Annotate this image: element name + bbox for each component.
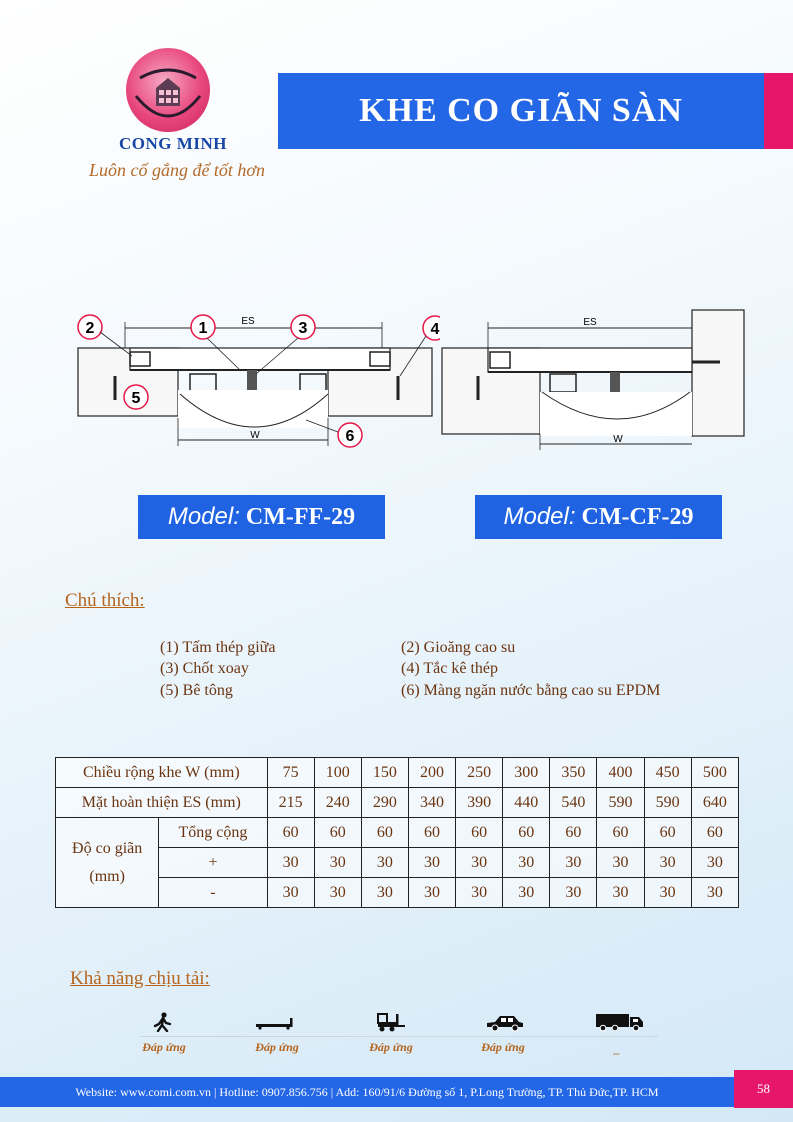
row-label: Chiều rộng khe W (mm): [56, 758, 268, 788]
forklift-icon: [376, 1012, 406, 1032]
trolley-icon: [256, 1016, 302, 1030]
svg-text:6: 6: [345, 428, 355, 445]
row-label: Tổng cộng: [159, 818, 267, 848]
model-cm-cf-29: [475, 495, 722, 539]
spec-table: [55, 757, 739, 908]
concrete-wall: [692, 310, 744, 436]
svg-text:4: 4: [430, 321, 440, 338]
note-item: (4) Tắc kê thép: [401, 660, 498, 677]
car-icon: [485, 1014, 525, 1032]
table-row-total: Độ co giãn (mm) Tổng cộng 60 60 60 60 60 60 60 60 60 60: [56, 818, 739, 848]
load-label-car: Đáp ứng: [481, 1040, 525, 1054]
note-item: (6) Màng ngăn nước bằng cao su EPDM: [401, 682, 661, 699]
load-heading: Khả năng chịu tải:: [70, 968, 210, 989]
pedestrian-icon: [152, 1012, 174, 1032]
note-item: (3) Chốt xoay: [160, 660, 249, 677]
brand-slogan: Luôn cố gắng để tốt hơn: [88, 160, 266, 180]
table-row-plus: + 30 30 30 30 30 30 30 30 30 30: [56, 848, 739, 878]
diagram-cm-cf-29: [438, 306, 748, 456]
title-accent: [764, 73, 793, 149]
note-item: (5) Bê tông: [160, 682, 233, 699]
svg-text:5: 5: [131, 390, 141, 407]
diagram-cm-ff-29: [70, 300, 440, 460]
logo-emblem-icon: [126, 48, 210, 132]
group-label: Độ co giãn (mm): [56, 818, 159, 908]
load-divider: [140, 1036, 658, 1037]
footer-contact: Website: www.comi.com.vn | Hotline: 0907.856.756 | Add: 160/91/6 Đường số 1, P.Long Trường, TP. Thủ Đức,TP. HCM: [0, 1077, 734, 1107]
es-dimension-label: ES: [241, 316, 255, 327]
cover-plate: [488, 348, 692, 372]
load-label-forklift: Đáp ứng: [369, 1040, 413, 1054]
callout-5: [124, 385, 148, 409]
truck-icon: [595, 1012, 645, 1032]
model-cm-ff-29: [138, 495, 385, 539]
w-dimension-label: W: [250, 430, 260, 441]
note-item: (1) Tấm thép giữa: [160, 639, 276, 656]
es-dimension-label: ES: [583, 317, 597, 328]
cover-plate: [130, 348, 390, 370]
note-item: (2) Gioăng cao su: [401, 639, 516, 656]
row-label: +: [159, 848, 267, 878]
callout-2: [78, 315, 102, 339]
page-number: 58: [734, 1070, 793, 1108]
callout-6: [338, 423, 362, 447]
company-logo: [126, 48, 210, 132]
svg-text:2: 2: [85, 320, 95, 337]
load-label-truck: _: [614, 1042, 620, 1056]
row-label: Mặt hoàn thiện ES (mm): [56, 788, 268, 818]
svg-text:1: 1: [198, 320, 208, 337]
model-code: CM-FF-29: [245, 504, 356, 530]
load-label-pedestrian: Đáp ứng: [142, 1040, 186, 1054]
table-row-minus: - 30 30 30 30 30 30 30 30 30 30: [56, 878, 739, 908]
svg-text:3: 3: [298, 320, 308, 337]
table-row-es: Mặt hoàn thiện ES (mm) 215 240 290 340 390 440 540 590 590 640: [56, 788, 739, 818]
model-code: CM-CF-29: [581, 504, 694, 530]
load-label-trolley: Đáp ứng: [255, 1040, 299, 1054]
callout-1: [191, 315, 215, 339]
brand-name: CONG MINH: [119, 134, 227, 153]
model-label: Model:: [503, 503, 576, 530]
w-dimension-label: W: [613, 434, 623, 445]
row-label: -: [159, 878, 267, 908]
page-title: KHE CO GIÃN SÀN: [278, 73, 764, 149]
table-row-width: Chiều rộng khe W (mm) 75 100 150 200 250 300 350 400 450 500: [56, 758, 739, 788]
callout-3: [291, 315, 315, 339]
notes-heading: Chú thích:: [65, 590, 145, 611]
model-label: Model:: [167, 503, 240, 530]
